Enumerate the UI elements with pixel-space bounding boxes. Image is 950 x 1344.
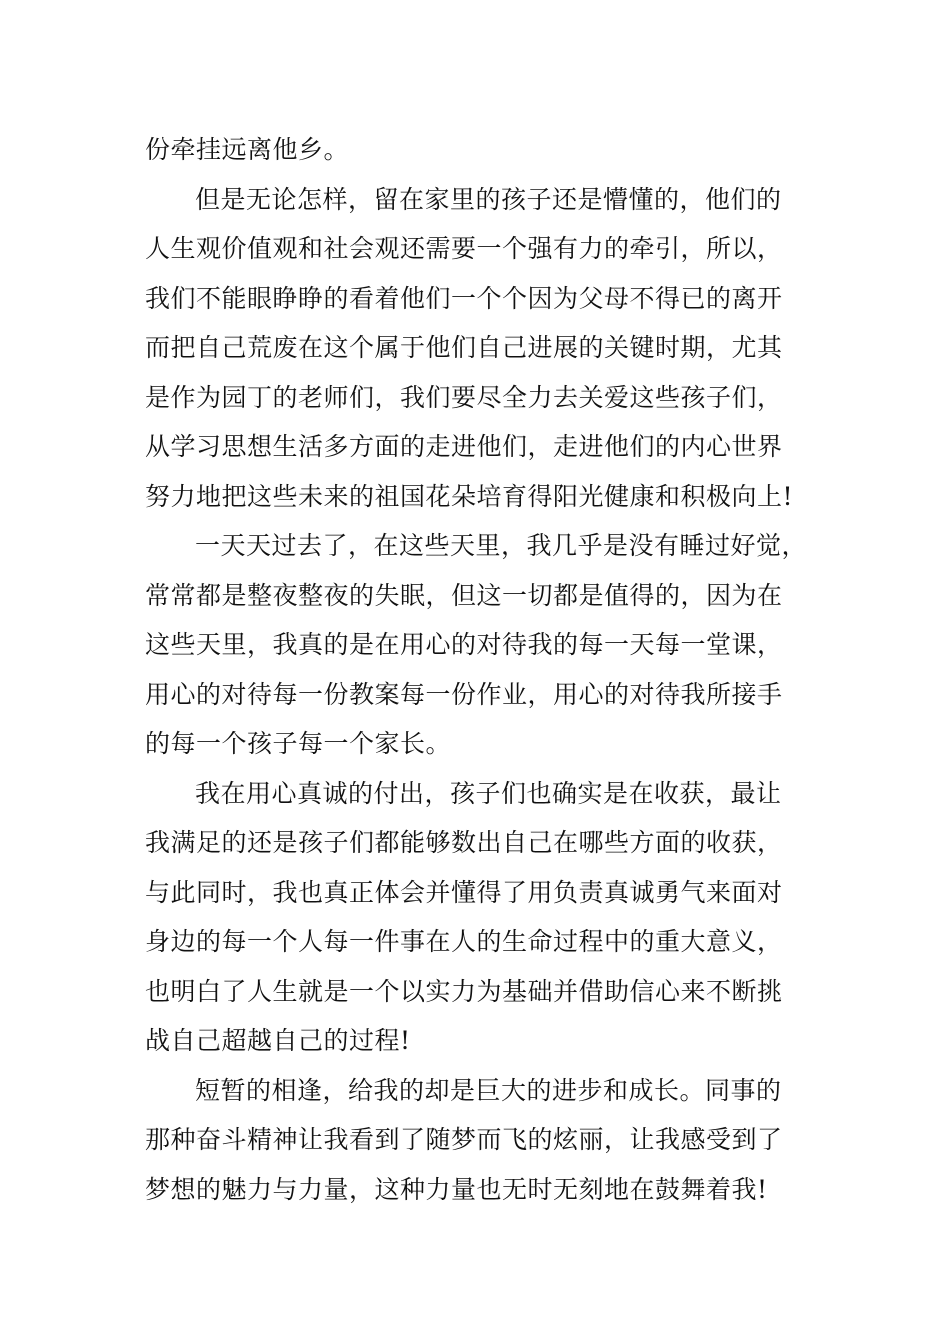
text-line: 那种奋斗精神让我看到了随梦而飞的炫丽，让我感受到了 [145,1125,783,1154]
text-line: 用心的对待每一份教案每一份作业，用心的对待我所接手 [145,679,783,709]
text-line: 身边的每一个人每一件事在人的生命过程中的重大意义， [145,927,783,956]
paragraph-first-line: 但是无论怎样，留在家里的孩子还是懵懂的，他们的 [195,184,782,214]
text-line: 与此同时，我也真正体会并懂得了用负责真诚勇气来面对 [145,877,783,907]
text-line: 也明白了人生就是一个以实力为基础并借助信心来不断挑 [145,976,783,1006]
text-line: 从学习思想生活多方面的走进他们，走进他们的内心世界 [145,432,783,461]
text-line: 梦想的魅力与力量，这种力量也无时无刻地在鼓舞着我! [145,1174,768,1204]
text-line: 努力地把这些未来的祖国花朵培育得阳光健康和积极向上! [145,481,794,511]
text-line: 常常都是整夜整夜的失眠，但这一切都是值得的，因为在 [145,580,783,610]
document-body [145,125,825,1214]
text-line: 而把自己荒废在这个属于他们自己进展的关键时期，尤其 [145,333,783,362]
paragraph-first-line: 短暂的相逢，给我的却是巨大的进步和成长。同事的 [195,1075,782,1105]
text-line: 我满足的还是孩子们都能够数出自己在哪些方面的收获， [145,828,783,857]
paragraph-first-line: 一天天过去了，在这些天里，我几乎是没有睡过好觉， [195,531,808,560]
text-line: 我们不能眼睁睁的看着他们一个个因为父母不得已的离开 [145,283,783,313]
text-line: 是作为园丁的老师们，我们要尽全力去关爱这些孩子们， [145,382,783,412]
text-line: 战自己超越自己的过程! [145,1026,411,1055]
text-line: 这些天里，我真的是在用心的对待我的每一天每一堂课， [145,630,783,659]
text-line: 的每一个孩子每一个家长。 [145,729,452,758]
paragraph-first-line: 我在用心真诚的付出，孩子们也确实是在收获，最让 [195,778,782,808]
text-line: 份牵挂远离他乡。 [145,135,350,164]
text-line: 人生观价值观和社会观还需要一个强有力的牵引，所以， [145,234,783,263]
